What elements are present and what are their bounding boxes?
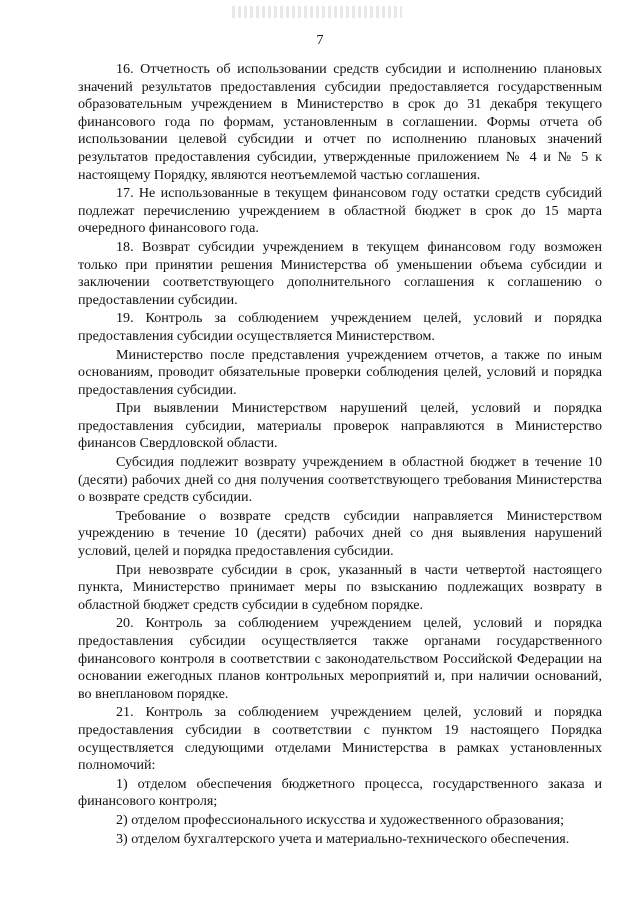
list-item-3: 3) отделом бухгалтерского учета и материально-технического обеспечения. — [116, 830, 570, 847]
document-body — [78, 61, 602, 849]
paragraph-19-part-3: При выявлении Министерством нарушений целей, условий и порядка предоставления субсидии, материалы проверок направляются в Министерство финансов Свердловской области. — [78, 400, 602, 452]
paragraph-20: 20. Контроль за соблюдением учреждением целей, условий и порядка предоставления субсидии осуществляется также органами государственного финансового контроля в соответствии с законодательством Российской Федерации на основании ежегодных планов контрольных мероприятий и, при наличии оснований, во внеплановом порядке. — [78, 615, 602, 702]
paragraph-19-part-5: Требование о возврате средств субсидии направляется Министерством учреждению в течение 10 (десяти) рабочих дней со дня выявления нарушений условий, целей и порядка предоставления субсидии. — [78, 507, 602, 560]
list-item-1: 1) отделом обеспечения бюджетного процесса, государственного заказа и финансового контроля; — [78, 775, 602, 810]
paragraph-21: 21. Контроль за соблюдением учреждением целей, условий и порядка предоставления субсидии в соответствии с пунктом 19 настоящего Порядка осуществляется следующими отделами Министерства в рамках установленных полномочий: — [78, 704, 602, 774]
paragraph-19-part-6: При невозврате субсидии в срок, указанный в части четвертой настоящего пункта, Министерство принимает меры по взысканию подлежащих возврату в областной бюджет средств субсидии в судебном порядке. — [78, 561, 602, 613]
page-number: 7 — [316, 33, 324, 48]
paragraph-16: 16. Отчетность об использовании средств субсидии и исполнению плановых значений результатов предоставления субсидии предоставляется государственным образовательным учреждением в Министерство в срок до 31 декабря текущего финансового года по формам, установленным в соглашении. Формы отчета об использовании целевой субсидии и отчет по исполнению плановых значений результатов предоставления субсидии, утвержденные приложением № 4 и № 5 к настоящему Порядку, являются неотъемлемой частью соглашения. — [78, 61, 602, 183]
scan-artifact — [232, 6, 402, 18]
paragraph-19-part-2: Министерство после представления учреждением отчетов, а также по иным основаниям, проводит обязательные проверки соблюдения целей, условий и порядка предоставления субсидии. — [78, 346, 602, 398]
paragraph-17: 17. Не использованные в текущем финансовом году остатки средств субсидий подлежат перечислению учреждением в областной бюджет в срок до 15 марта очередного финансового года. — [78, 185, 602, 237]
paragraph-19-part-4: Субсидия подлежит возврату учреждением в областной бюджет в течение 10 (десяти) рабочих дней со дня получения соответствующего требования Министерства о возврате средств субсидии. — [78, 454, 602, 506]
list-item-2: 2) отделом профессионального искусства и художественного образования; — [116, 811, 565, 828]
paragraph-18: 18. Возврат субсидии учреждением в текущем финансовом году возможен только при принятии решения Министерства об уменьшении объема субсидии и заключении соответствующего дополнительного соглашения к соглашению о предоставлении субсидии. — [78, 238, 602, 308]
paragraph-19: 19. Контроль за соблюдением учреждением целей, условий и порядка предоставления субсидии осуществляется Министерством. — [78, 310, 602, 344]
